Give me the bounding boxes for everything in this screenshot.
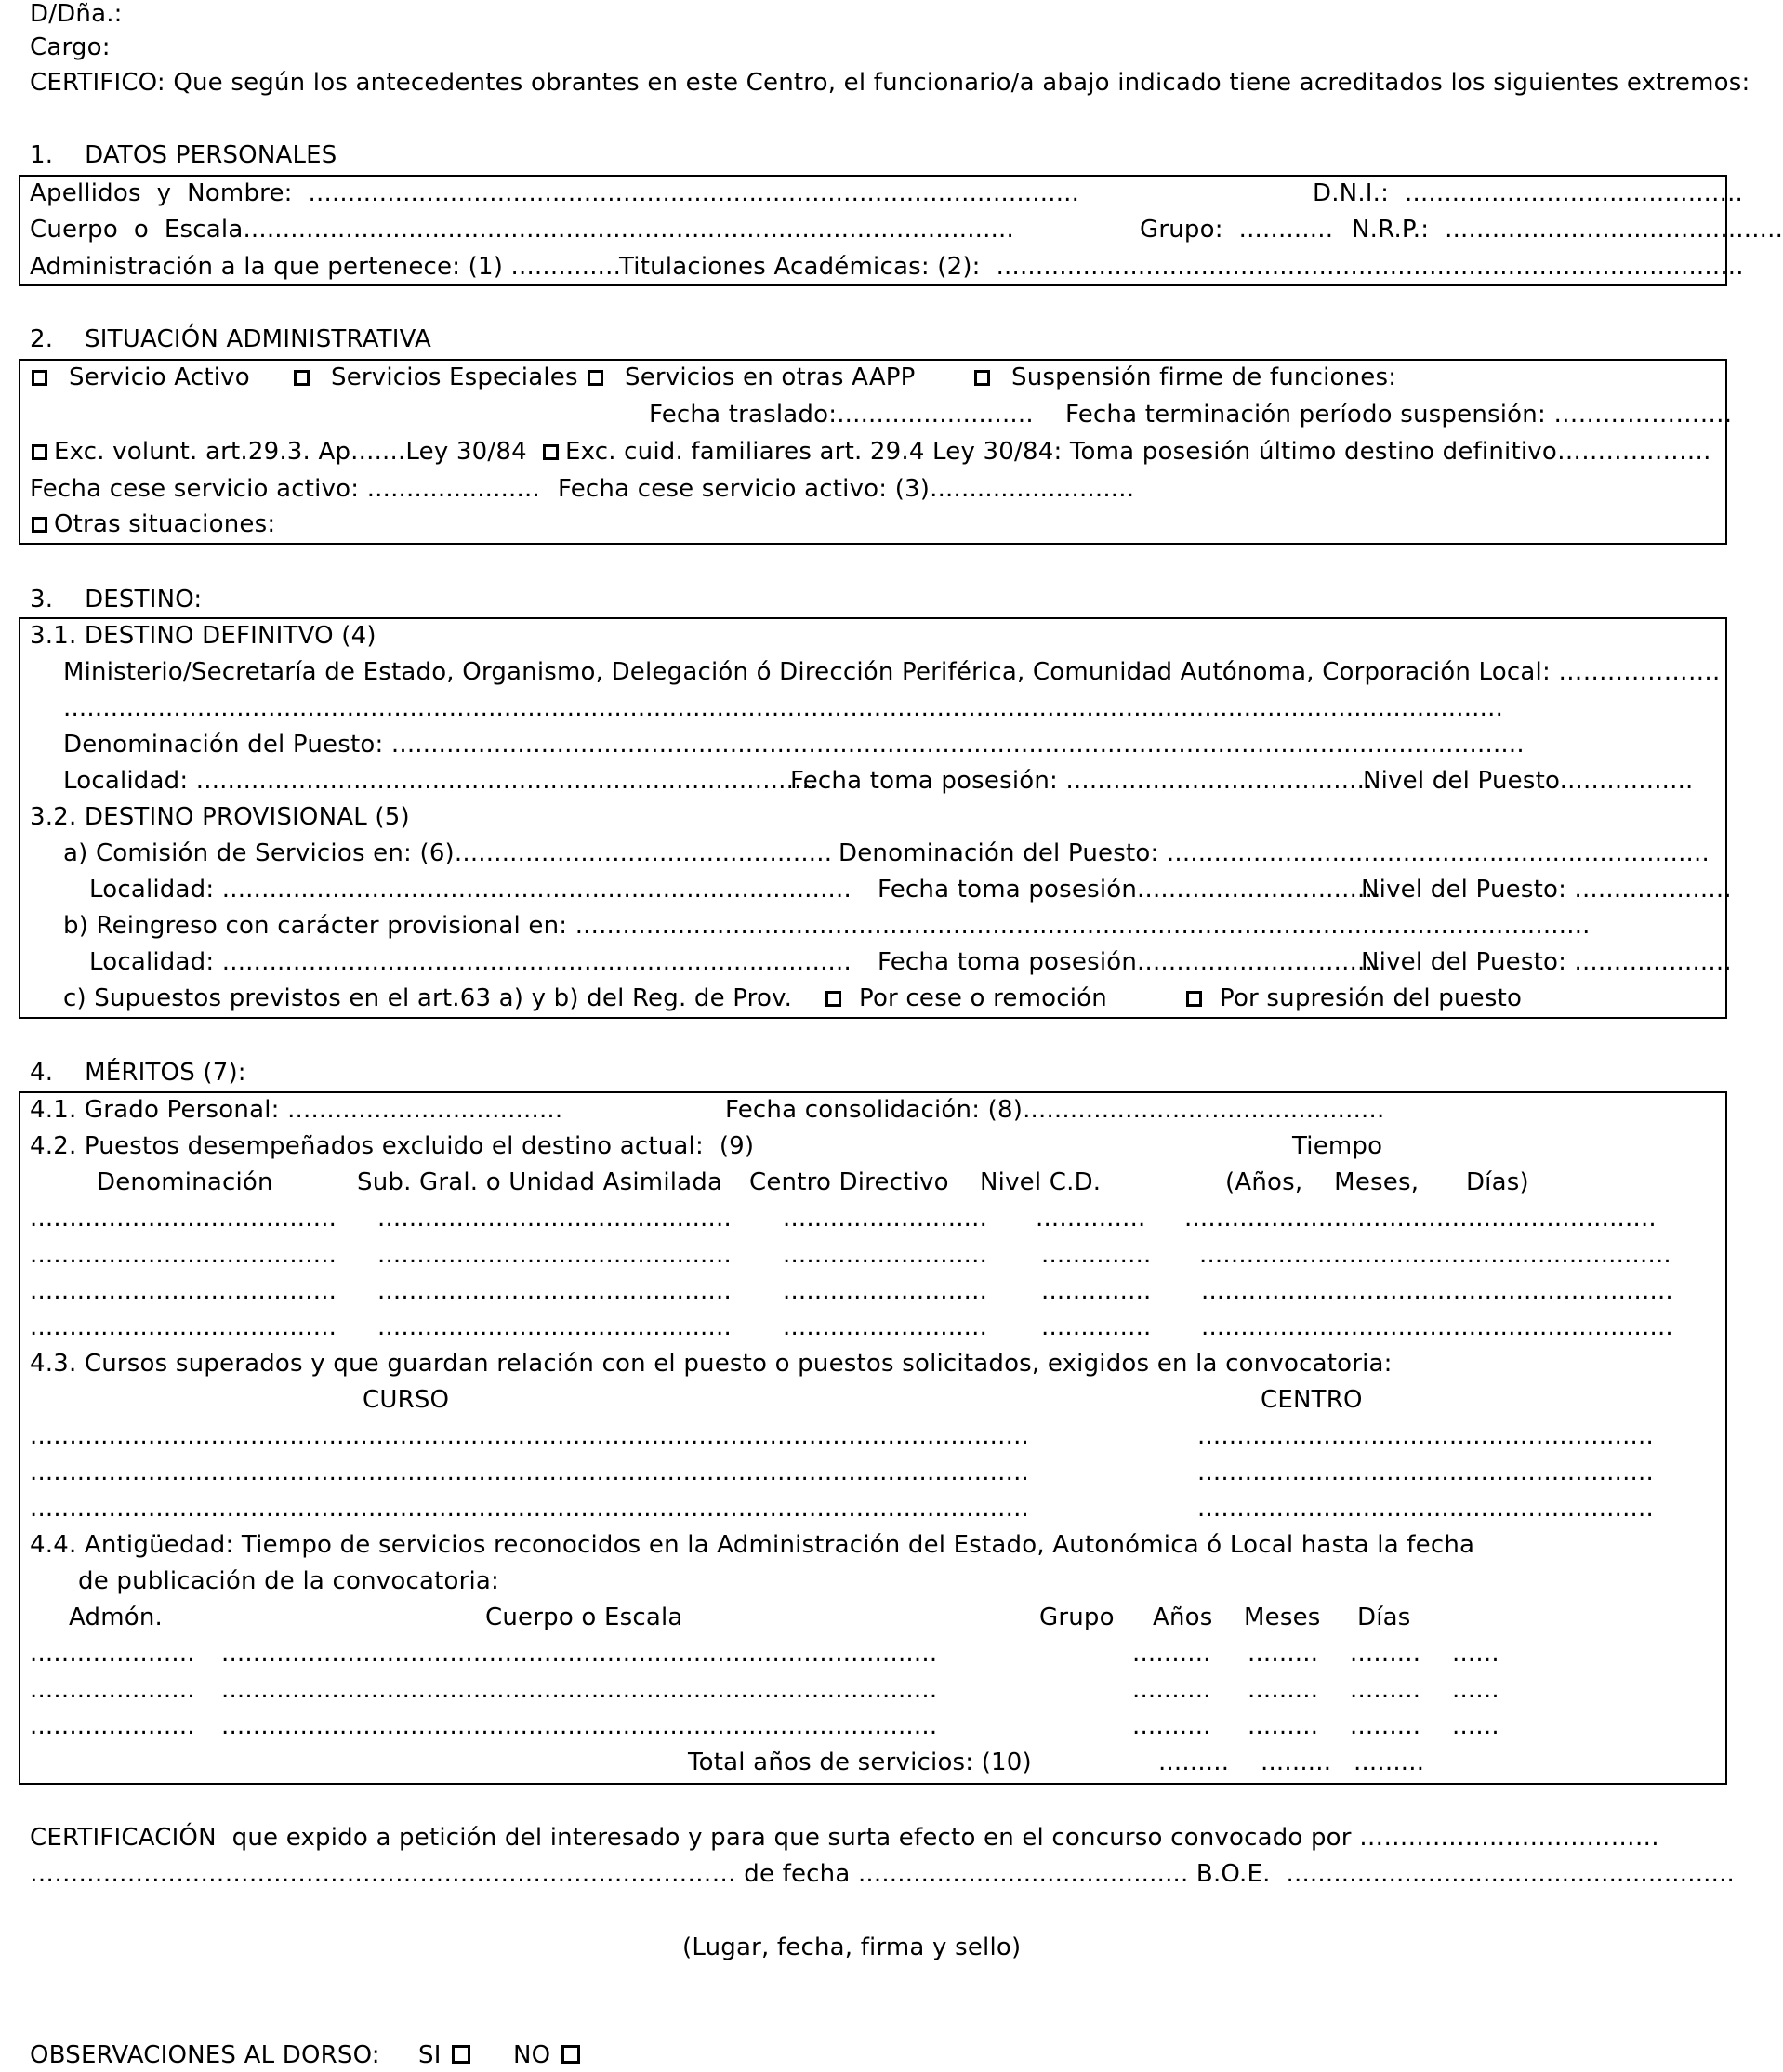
antiguedad-cell[interactable]: ........................................................................................... [221, 1676, 938, 1704]
antiguedad-title: 4.4. Antigüedad: Tiempo de servicios reconocidos en la Administración del Estado, Autonómica ó Local hasta la fecha [30, 1531, 1475, 1559]
cuerpo-field[interactable]: Cuerpo o Escala.................................................................................................. [30, 216, 1014, 244]
section-1-title: 1. DATOS PERSONALES [30, 141, 337, 169]
col-dias: Días [1357, 1603, 1411, 1631]
supuestos-label: c) Supuestos previstos en el art.63 a) y b) del Reg. de Prov. [63, 984, 793, 1012]
otras-situaciones-label: Otras situaciones: [54, 510, 276, 538]
destino-provisional-title: 3.2. DESTINO PROVISIONAL (5) [30, 803, 410, 831]
nivel-a-field[interactable]: Nivel del Puesto: .................... [1361, 876, 1732, 904]
total-dias-field[interactable]: ......... [1354, 1749, 1425, 1776]
ministerio-continuation-field[interactable]: ....................................................................................................................................................................................... [63, 694, 1504, 722]
antiguedad-cell[interactable]: ..................... [30, 1640, 195, 1668]
supresion-checkbox[interactable] [1186, 991, 1202, 1007]
observaciones-label: OBSERVACIONES AL DORSO: [30, 2041, 380, 2069]
apellidos-field[interactable]: Apellidos y Nombre: .................................................................................................. [30, 179, 1080, 207]
cursos-cell[interactable]: ............................................................................................................................... [30, 1422, 1030, 1450]
cargo-label: Cargo: [30, 33, 111, 61]
puestos-cell[interactable]: .......................... [783, 1205, 988, 1233]
antiguedad-cell[interactable]: ......... [1350, 1640, 1421, 1668]
ministerio-field[interactable]: Ministerio/Secretaría de Estado, Organismo, Delegación ó Dirección Periférica, Comunidad Autónoma, Corporación Local: ……….………. [63, 658, 1721, 686]
lugar-fecha-firma: (Lugar, fecha, firma y sello) [682, 1933, 1022, 1961]
antiguedad-cell[interactable]: ...... [1452, 1640, 1499, 1668]
section-2-title: 2. SITUACIÓN ADMINISTRATIVA [30, 325, 431, 353]
no-checkbox[interactable] [561, 2045, 580, 2064]
col-curso: CURSO [363, 1386, 450, 1414]
comision-denominacion-field[interactable]: Denominación del Puesto: ..................................................................... [839, 839, 1710, 867]
col-nivel-cd: Nivel C.D. [980, 1168, 1102, 1196]
antiguedad-cell[interactable]: ......... [1248, 1640, 1319, 1668]
tiempo-label: Tiempo [1292, 1132, 1383, 1160]
grupo-field[interactable]: Grupo: ............ [1140, 216, 1334, 244]
puestos-cell[interactable]: .............. [1041, 1277, 1152, 1305]
cese-remocion-label: Por cese o remoción [859, 984, 1107, 1012]
fecha-consolidacion-field[interactable]: Fecha consolidación: (8).............................................. [725, 1096, 1385, 1124]
localidad-a-field[interactable]: Localidad: ................................................................................ [89, 876, 852, 904]
nivel-puesto-field[interactable]: Nivel del Puesto................. [1363, 767, 1694, 795]
antiguedad-cell[interactable]: ..................... [30, 1676, 195, 1704]
antiguedad-cell[interactable]: ......... [1248, 1712, 1319, 1740]
fecha-toma-b-field[interactable]: Fecha toma posesión............................... [878, 948, 1381, 976]
puestos-cell[interactable]: ....................................... [30, 1205, 337, 1233]
puestos-cell[interactable]: ............................................................ [1184, 1205, 1657, 1233]
cursos-cell[interactable]: ............................................................................................................................... [30, 1458, 1030, 1486]
supresion-label: Por supresión del puesto [1220, 984, 1523, 1012]
cursos-cell[interactable]: .......................................................... [1197, 1458, 1654, 1486]
puestos-cell[interactable]: .............. [1041, 1313, 1152, 1341]
cursos-cell[interactable]: ............................................................................................................................... [30, 1495, 1030, 1523]
puestos-cell[interactable]: ............................................. [377, 1205, 732, 1233]
fecha-toma-posesion-field[interactable]: Fecha toma posesión: ........................................ [790, 767, 1381, 795]
si-label: SI [418, 2041, 442, 2069]
otras-aapp-checkbox[interactable] [588, 370, 603, 386]
antiguedad-cell[interactable]: ........................................................................................... [221, 1640, 938, 1668]
suspension-checkbox[interactable] [974, 370, 990, 386]
total-anos-field[interactable]: ......... [1158, 1749, 1230, 1776]
comision-servicios-field[interactable]: a) Comisión de Servicios en: (6)................................................ [63, 839, 833, 867]
col-centro: CENTRO [1261, 1386, 1363, 1414]
antiguedad-subtitle: de publicación de la convocatoria: [78, 1567, 499, 1595]
col-denominacion: Denominación [97, 1168, 273, 1196]
puestos-cell[interactable]: ............................................. [377, 1313, 732, 1341]
section-4-title: 4. MÉRITOS (7): [30, 1059, 246, 1087]
servicios-especiales-checkbox[interactable] [294, 370, 310, 386]
puestos-cell[interactable]: ....................................... [30, 1277, 337, 1305]
no-label: NO [513, 2041, 551, 2069]
localidad-b-field[interactable]: Localidad: ................................................................................ [89, 948, 852, 976]
servicio-activo-checkbox[interactable] [32, 370, 47, 386]
cursos-title: 4.3. Cursos superados y que guardan relación con el puesto o puestos solicitados, exigidos en la convocatoria: [30, 1350, 1393, 1378]
exc-cuidado-label: Exc. cuid. familiares art. 29.4 Ley 30/84: Toma posesión último destino definitivo………………. [565, 438, 1711, 466]
antiguedad-cell[interactable]: ...... [1452, 1676, 1499, 1704]
grado-personal-field[interactable]: 4.1. Grado Personal: ................................... [30, 1096, 563, 1124]
antiguedad-cell[interactable]: ......... [1248, 1676, 1319, 1704]
puestos-desempenados-title: 4.2. Puestos desempeñados excluido el destino actual: (9) [30, 1132, 755, 1160]
antiguedad-cell[interactable]: ...... [1452, 1712, 1499, 1740]
nrp-field[interactable]: N.R.P.: ........................................... [1352, 216, 1783, 244]
suspension-label: Suspensión firme de funciones: [1011, 363, 1397, 391]
destino-definitivo-title: 3.1. DESTINO DEFINITVO (4) [30, 622, 376, 650]
servicios-especiales-label: Servicios Especiales [331, 363, 578, 391]
puestos-cell[interactable]: ............................................. [377, 1241, 732, 1269]
fecha-toma-a-field[interactable]: Fecha toma posesión............................... [878, 876, 1381, 904]
puestos-cell[interactable]: ....................................... [30, 1313, 337, 1341]
puestos-cell[interactable]: ....................................... [30, 1241, 337, 1269]
puestos-cell[interactable]: .......................... [783, 1241, 988, 1269]
localidad-field[interactable]: Localidad: ............................................................................... [63, 767, 818, 795]
fecha-cese-2-field[interactable]: Fecha cese servicio activo: (3).......................... [558, 475, 1135, 503]
antiguedad-cell[interactable]: ........................................................................................... [221, 1712, 938, 1740]
total-meses-field[interactable]: ......... [1261, 1749, 1332, 1776]
dna-label: D/Dña.: [30, 0, 123, 28]
fecha-traslado-field[interactable]: Fecha traslado:......................... [649, 401, 1034, 429]
puestos-cell[interactable]: ............................................................ [1201, 1313, 1673, 1341]
antiguedad-cell[interactable]: .......... [1132, 1712, 1211, 1740]
si-checkbox[interactable] [452, 2045, 470, 2064]
exc-cuidado-checkbox[interactable] [543, 444, 559, 460]
certificacion-line-1[interactable]: CERTIFICACIÓN que expido a petición del interesado y para que surta efecto en el concurso convocado por ……………………….……… [30, 1824, 1660, 1852]
total-anos-label: Total años de servicios: (10) [688, 1749, 1032, 1776]
puestos-cell[interactable]: .............. [1041, 1241, 1152, 1269]
fecha-terminacion-field[interactable]: Fecha terminación período suspensión: …………………. [1065, 401, 1733, 429]
servicio-activo-label: Servicio Activo [69, 363, 250, 391]
col-anos: Años [1153, 1603, 1213, 1631]
puestos-cell[interactable]: .............. [1036, 1205, 1146, 1233]
puestos-cell[interactable]: ............................................................ [1199, 1241, 1671, 1269]
reingreso-field[interactable]: b) Reingreso con carácter provisional en: ................................................................................................................................. [63, 912, 1591, 940]
puestos-cell[interactable]: .......................... [783, 1277, 988, 1305]
antiguedad-cell[interactable]: ......... [1350, 1676, 1421, 1704]
col-meses: Meses [1244, 1603, 1321, 1631]
otras-situaciones-checkbox[interactable] [32, 517, 47, 533]
cursos-cell[interactable]: .......................................................... [1197, 1495, 1654, 1523]
col-cuerpo-escala: Cuerpo o Escala [485, 1603, 683, 1631]
dni-field[interactable]: D.N.I.: ........................................... [1313, 179, 1744, 207]
titulaciones-field[interactable]: Titulaciones Académicas: (2): ............................................................................................... [619, 253, 1744, 281]
denominacion-puesto-field[interactable]: Denominación del Puesto: ................................................................................................................................................ [63, 731, 1525, 759]
col-subgral: Sub. Gral. o Unidad Asimilada [357, 1168, 723, 1196]
antiguedad-cell[interactable]: .......... [1132, 1640, 1211, 1668]
cursos-cell[interactable]: .......................................................... [1197, 1422, 1654, 1450]
col-admon: Admón. [69, 1603, 164, 1631]
puestos-cell[interactable]: ............................................. [377, 1277, 732, 1305]
administracion-field[interactable]: Administración a la que pertenece: (1) .............. [30, 253, 622, 281]
cese-remocion-checkbox[interactable] [825, 991, 841, 1007]
col-tiempo: (Años, Meses, Días) [1225, 1168, 1529, 1196]
antiguedad-cell[interactable]: ......... [1350, 1712, 1421, 1740]
antiguedad-cell[interactable]: .......... [1132, 1676, 1211, 1704]
antiguedad-cell[interactable]: ..................... [30, 1712, 195, 1740]
exc-voluntaria-label: Exc. volunt. art.29.3. Ap.......Ley 30/84 [54, 438, 527, 466]
col-centro-directivo: Centro Directivo [749, 1168, 949, 1196]
certifico-text: CERTIFICO: Que según los antecedentes obrantes en este Centro, el funcionario/a abajo indicado tiene acreditados los siguientes extremos: [30, 69, 1750, 97]
nivel-b-field[interactable]: Nivel del Puesto: .................... [1361, 948, 1732, 976]
puestos-cell[interactable]: ............................................................ [1201, 1277, 1673, 1305]
puestos-cell[interactable]: .......................... [783, 1313, 988, 1341]
fecha-cese-1-field[interactable]: Fecha cese servicio activo: ...................... [30, 475, 540, 503]
col-grupo: Grupo [1039, 1603, 1115, 1631]
section-3-title: 3. DESTINO: [30, 586, 203, 614]
otras-aapp-label: Servicios en otras AAPP [625, 363, 916, 391]
exc-voluntaria-checkbox[interactable] [32, 444, 47, 460]
certificacion-line-2[interactable]: …………………………………………………………………………… de fecha .......................................... B.O.E. ......................................................... [30, 1860, 1736, 1888]
